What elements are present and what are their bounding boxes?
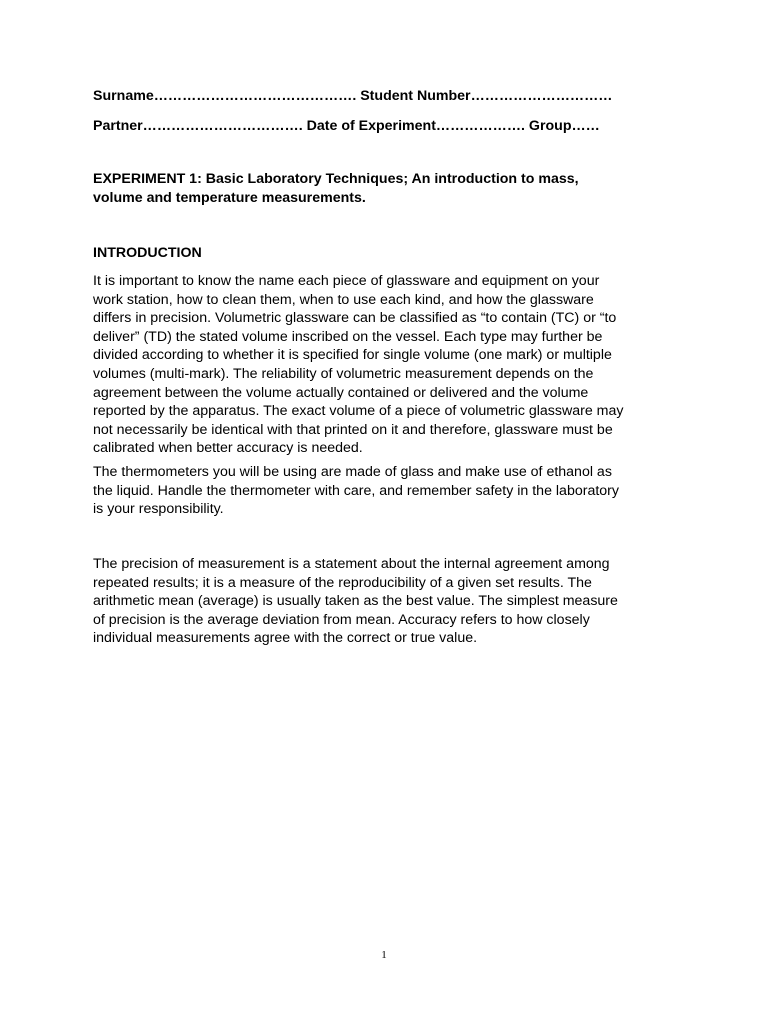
experiment-title-line-2: volume and temperature measurements.: [93, 190, 366, 206]
paragraph-2-line: is your responsibility.: [93, 501, 224, 518]
paragraph-1-line: not necessarily be identical with that printed on it and therefore, glassware must be: [93, 421, 613, 438]
paragraph-3-line: arithmetic mean (average) is usually taken as the best value. The simplest measure: [93, 593, 618, 610]
introduction-paragraph-3: [93, 555, 683, 648]
paragraph-1-line: agreement between the volume actually contained or delivered and the volume: [93, 384, 589, 401]
paragraph-1-line: work station, how to clean them, when to use each kind, and how the glassware: [93, 291, 594, 308]
paragraph-3-line: The precision of measurement is a statement about the internal agreement among: [93, 556, 610, 572]
surname-student-number-line: Surname……………………………………. Student Number…………………………: [93, 88, 613, 104]
paragraph-2-line: the liquid. Handle the thermometer with care, and remember safety in the laboratory: [93, 482, 619, 499]
paragraph-1-line: reported by the apparatus. The exact volume of a piece of volumetric glassware may: [93, 403, 624, 420]
paragraph-3-line: of precision is the average deviation from mean. Accuracy refers to how closely: [93, 611, 590, 628]
paragraph-1-line: volumes (multi-mark). The reliability of volumetric measurement depends on the: [93, 365, 594, 382]
page-number: 1: [381, 949, 387, 961]
paragraph-3-line: repeated results; it is a measure of the reproducibility of a given set results. The: [93, 574, 592, 591]
paragraph-1-line: differs in precision. Volumetric glassware can be classified as “to contain (TC) or “to: [93, 310, 617, 327]
introduction-paragraph-2: [93, 463, 683, 519]
introduction-heading: INTRODUCTION: [93, 245, 202, 261]
paragraph-1-line: deliver” (TD) the stated volume inscribed on the vessel. Each type may further be: [93, 328, 603, 345]
introduction-paragraph-1: [93, 272, 683, 458]
paragraph-1-line: calibrated when better accuracy is needed.: [93, 440, 363, 457]
experiment-title-line-1: EXPERIMENT 1: Basic Laboratory Techniques; An introduction to mass,: [93, 171, 579, 187]
paragraph-1-line: divided according to whether it is specified for single volume (one mark) or multiple: [93, 347, 612, 364]
paragraph-1-line: It is important to know the name each piece of glassware and equipment on your: [93, 273, 600, 289]
paragraph-2-line: The thermometers you will be using are made of glass and make use of ethanol as: [93, 464, 612, 480]
paragraph-3-line: individual measurements agree with the correct or true value.: [93, 630, 478, 647]
experiment-title: [93, 170, 683, 208]
partner-date-group-line: Partner……………………………. Date of Experiment………………. Group……: [93, 118, 600, 134]
